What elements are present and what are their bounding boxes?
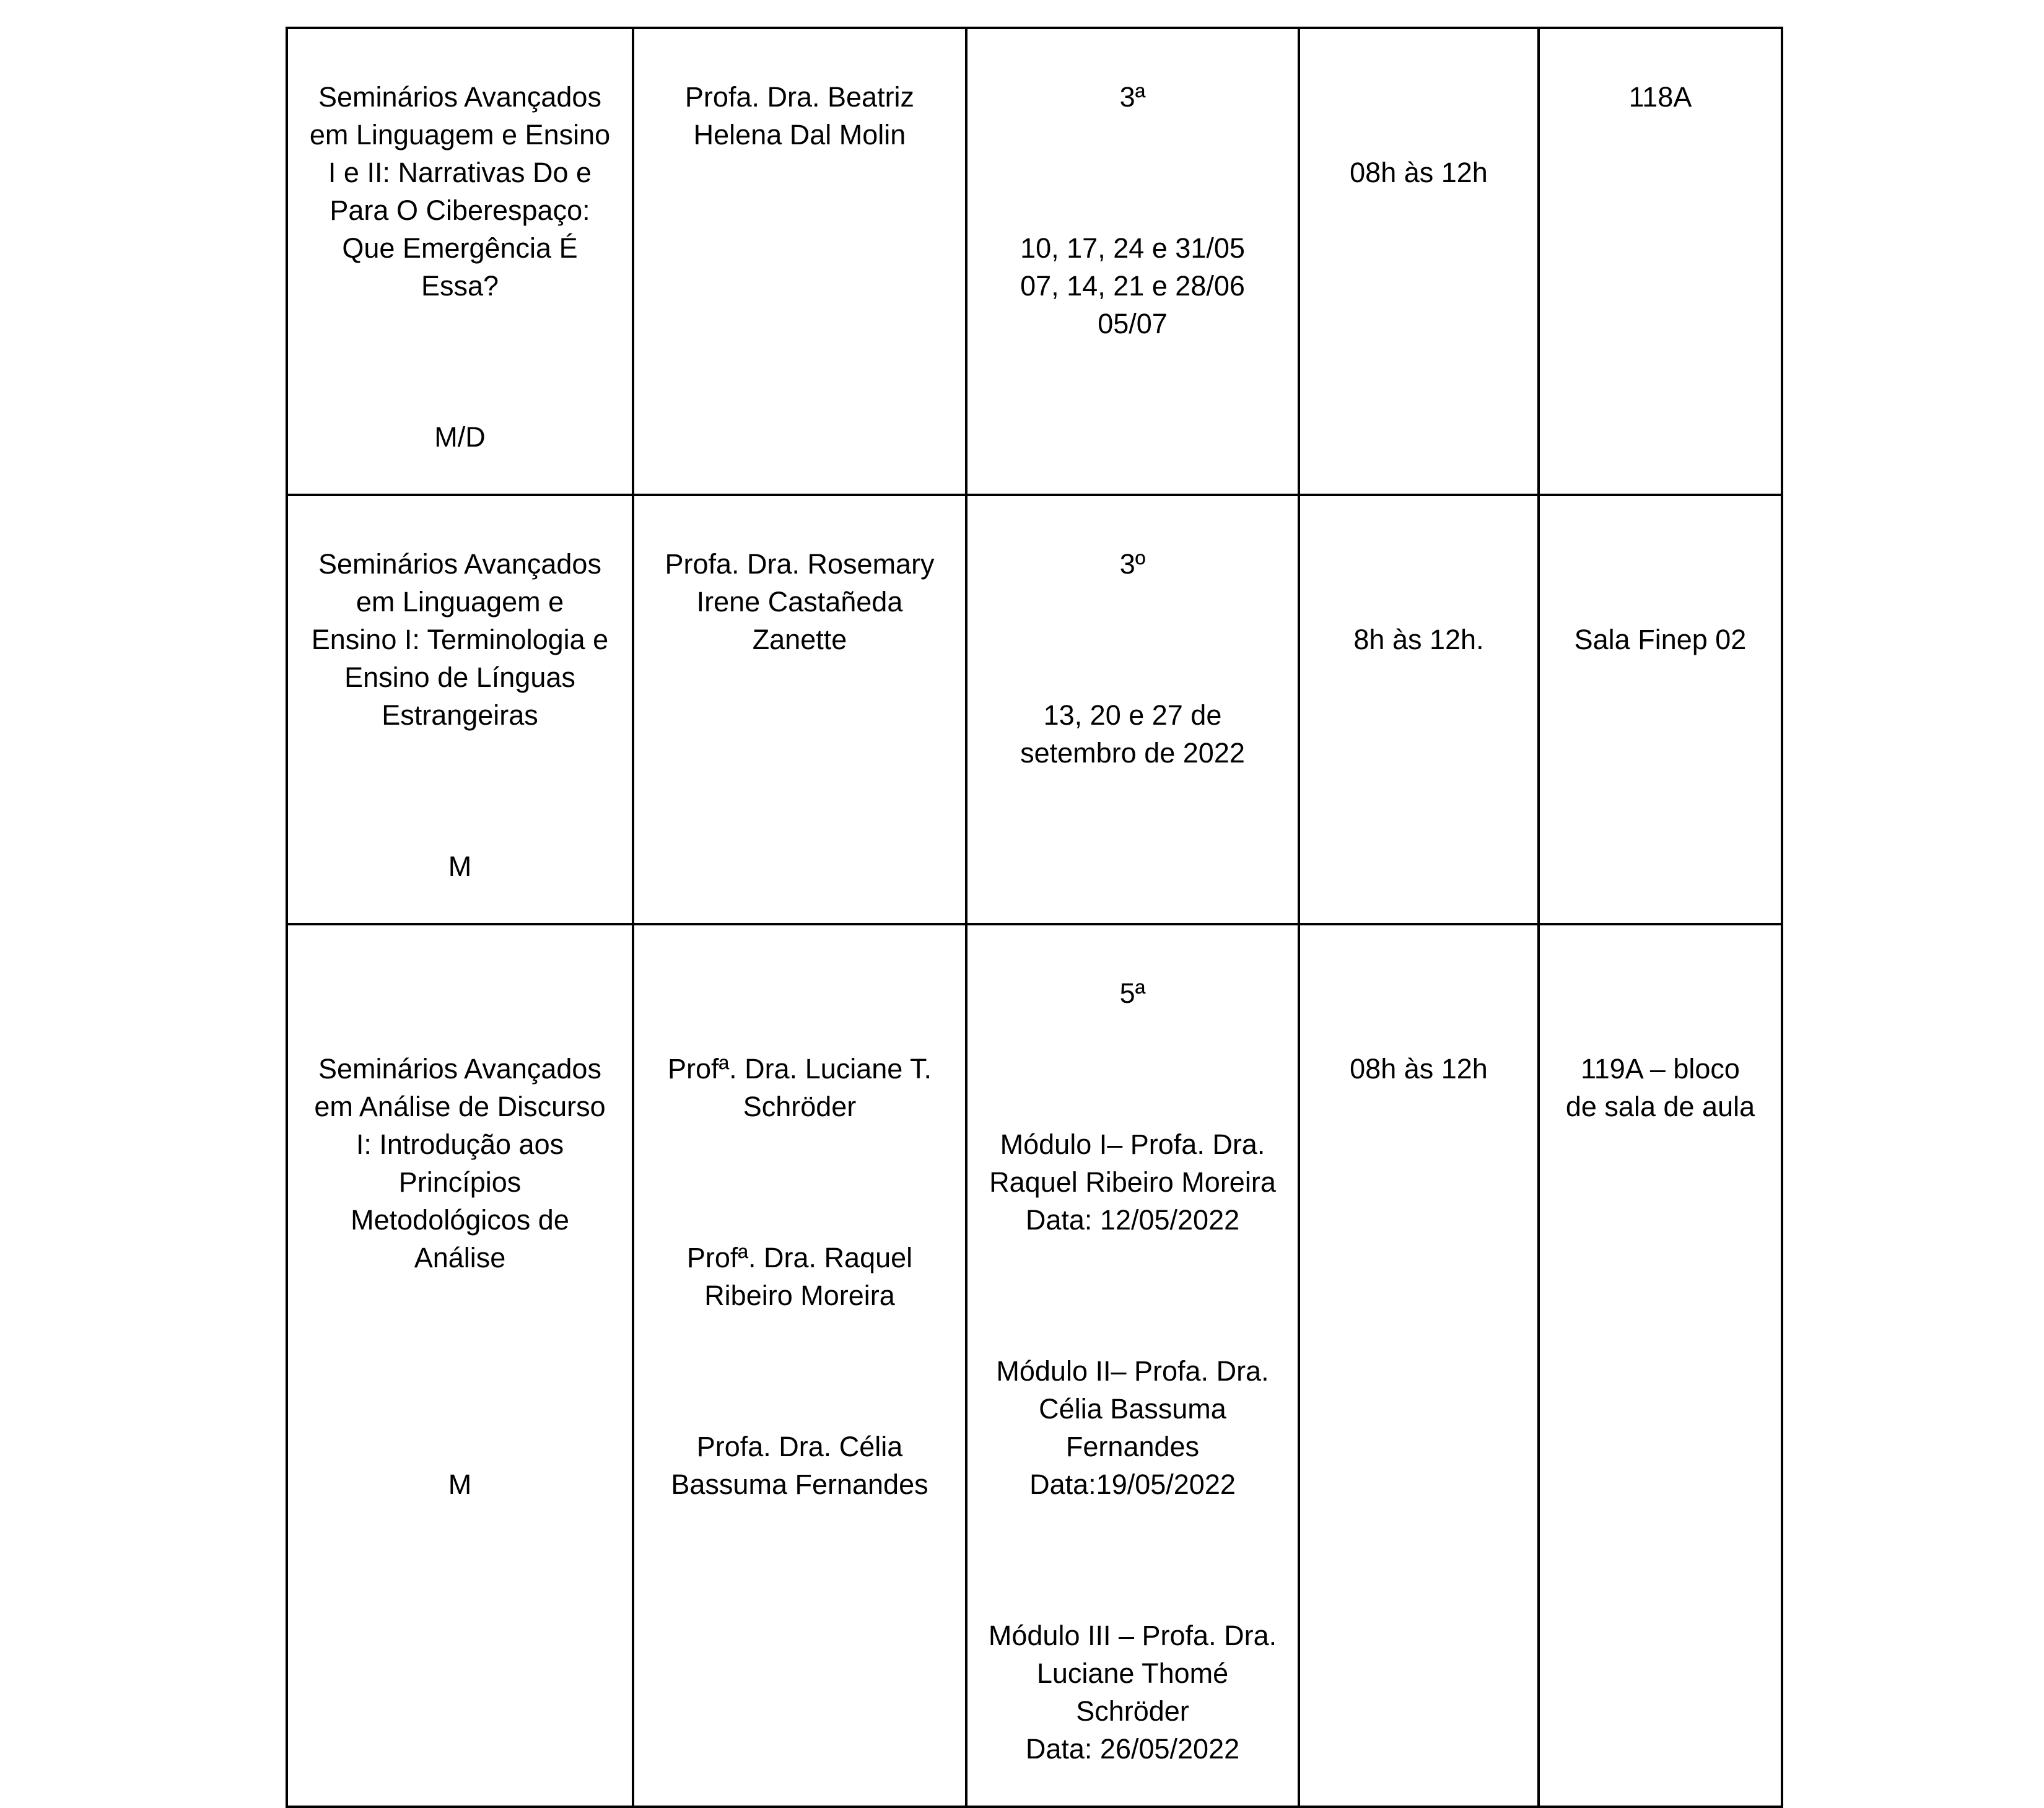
course-cell <box>287 28 633 495</box>
course-cell <box>287 924 633 1807</box>
class-time: 08h às 12h <box>1350 157 1488 188</box>
class-time: 08h às 12h <box>1350 1053 1488 1085</box>
professor-name: Profa. Dra. Rosemary Irene Castañeda Zanette <box>665 548 935 655</box>
professor-name: Profa. Dra. Beatriz Helena Dal Molin <box>684 81 915 151</box>
module-entry: Módulo II– Profa. Dra. Célia Bassuma Fernandes Data:19/05/2022 <box>996 1355 1269 1500</box>
course-name: Seminários Avançados em Análise de Discurso I: Introdução aos Princípios Metodológicos de Análise <box>314 1053 606 1273</box>
course-cell <box>287 495 633 924</box>
class-dates: 10, 17, 24 e 31/05 07, 14, 21 e 28/06 05/07 <box>1020 232 1245 339</box>
room-cell <box>1539 495 1782 924</box>
time-cell <box>1299 495 1539 924</box>
room-cell <box>1539 924 1782 1807</box>
course-level: M/D <box>434 421 486 453</box>
module-entry: Módulo III – Profa. Dra. Luciane Thomé Schröder Data: 26/05/2022 <box>988 1620 1277 1765</box>
schedule-table <box>286 27 1783 1808</box>
table-row <box>287 28 1782 495</box>
schedule-cell <box>966 924 1299 1807</box>
professor-name: Profª. Dra. Raquel Ribeiro Moreira <box>686 1242 913 1311</box>
professor-cell <box>633 28 966 495</box>
class-time: 8h às 12h. <box>1353 624 1484 655</box>
weekday: 5ª <box>1119 977 1146 1009</box>
schedule-cell <box>966 28 1299 495</box>
table-row <box>287 495 1782 924</box>
weekday: 3º <box>1119 548 1146 580</box>
weekday: 3ª <box>1119 81 1146 113</box>
table-row <box>287 924 1782 1807</box>
time-cell <box>1299 28 1539 495</box>
course-name: Seminários Avançados em Linguagem e Ensino I: Terminologia e Ensino de Línguas Estrangeiras <box>311 548 609 731</box>
course-level: M <box>448 850 472 882</box>
class-dates: 13, 20 e 27 de setembro de 2022 <box>1020 699 1245 769</box>
room-cell <box>1539 28 1782 495</box>
room: Sala Finep 02 <box>1574 624 1747 655</box>
professor-cell <box>633 924 966 1807</box>
room: 119A – bloco de sala de aula <box>1565 1053 1755 1122</box>
course-level: M <box>448 1469 472 1500</box>
course-name: Seminários Avançados em Linguagem e Ensino I e II: Narrativas Do e Para O Ciberespaço: Que Emergência É Essa? <box>309 81 611 302</box>
professor-name: Profa. Dra. Célia Bassuma Fernandes <box>671 1431 928 1500</box>
schedule-cell <box>966 495 1299 924</box>
professor-name: Profª. Dra. Luciane T. Schröder <box>667 1053 932 1122</box>
time-cell <box>1299 924 1539 1807</box>
professor-cell <box>633 495 966 924</box>
room: 118A <box>1628 81 1692 113</box>
module-entry: Módulo I– Profa. Dra. Raquel Ribeiro Moreira Data: 12/05/2022 <box>989 1129 1276 1236</box>
